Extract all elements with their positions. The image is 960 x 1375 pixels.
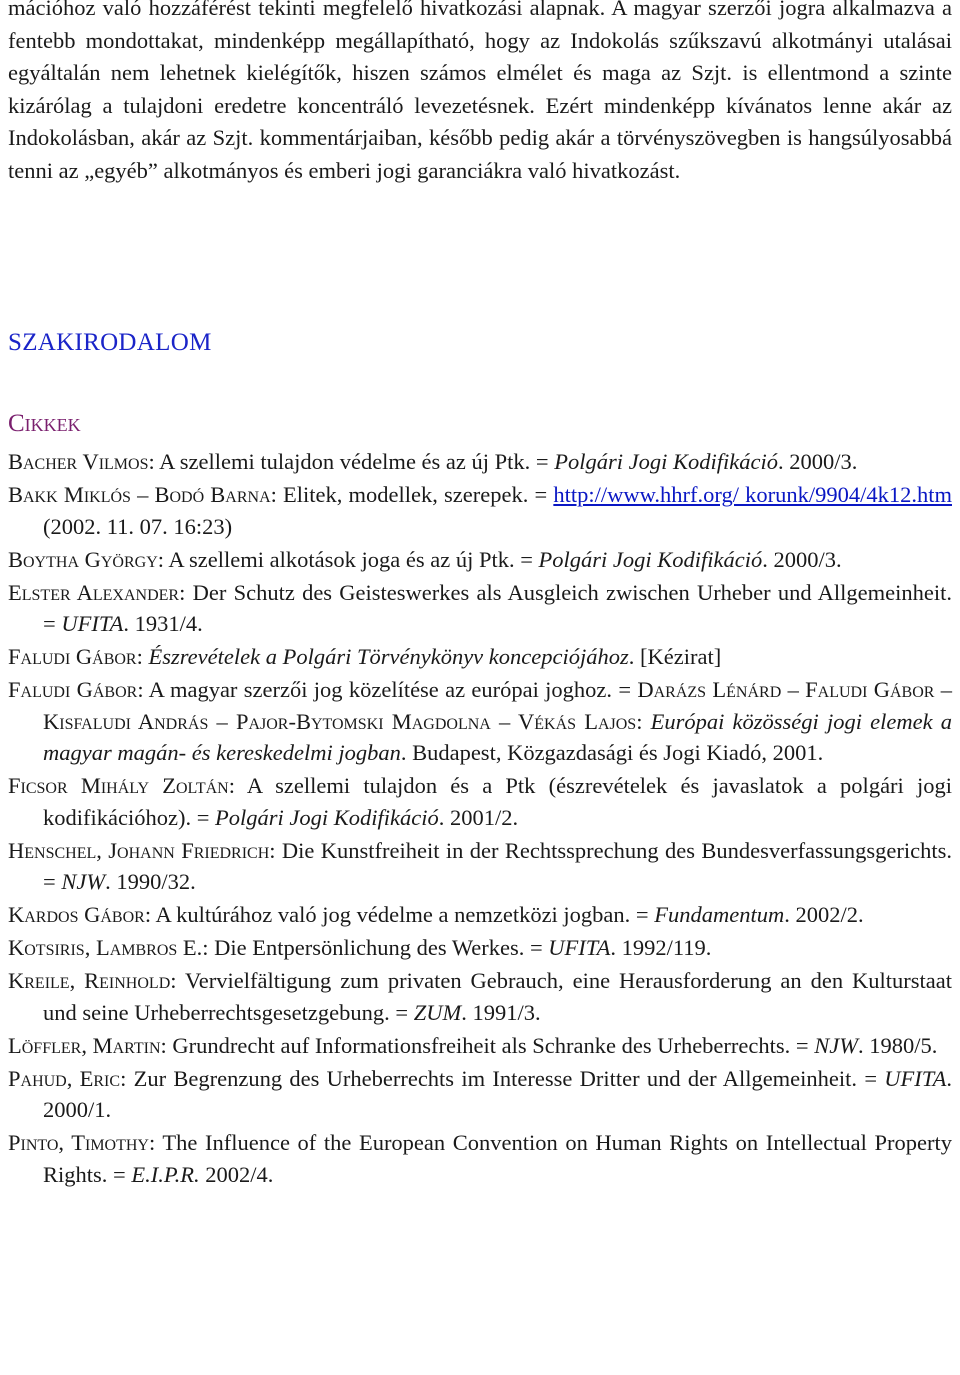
reference-text: : xyxy=(636,708,651,734)
reference-entry xyxy=(8,577,952,640)
reference-text: : A magyar szerzői jog közelítése az európai joghoz. = xyxy=(137,677,638,702)
reference-author: Darázs Lénárd – Faludi Gábor – Kisfaludi András – Pajor-Bytomski Magdolna – Vékás Lajos xyxy=(43,677,952,734)
reference-entry xyxy=(8,641,952,673)
reference-entry xyxy=(8,899,952,931)
reference-author: Kardos Gábor xyxy=(8,902,145,927)
reference-entry xyxy=(8,770,952,833)
reference-author: Löffler, Martin xyxy=(8,1032,161,1058)
reference-text: : The Influence of the European Convention on Human Rights on Intellectual Property Rights. = xyxy=(43,1130,952,1187)
reference-text: : Vervielfältigung zum privaten Gebrauch, eine Herausforderung an den Kulturstaat und seine Urheberrechtsgesetzgebung. = xyxy=(43,968,952,1025)
reference-title: Polgári Jogi Kodifikáció xyxy=(538,546,763,572)
reference-text: . 2000/1. xyxy=(43,1065,952,1122)
reference-text: : A szellemi tulajdon és a Ptk (észrevételek és javaslatok a polgári jogi kodifikációhoz). = xyxy=(43,773,953,830)
reference-entry xyxy=(8,1127,952,1190)
reference-entry xyxy=(8,1063,952,1126)
reference-text: . 2001/2. xyxy=(438,804,519,830)
reference-title: Polgári Jogi Kodifikáció xyxy=(554,449,778,474)
reference-text: : A kultúrához való jog védelme a nemzetközi jogban. = xyxy=(144,902,655,927)
intro-paragraph: mációhoz való hozzáférést tekinti megfelelő hivatkozási alapnak. A magyar szerzői jogra alkalmazva a fentebb mondottakat, mindenképp megállapítható, hogy az Indokolás szűkszavú alkotmányi utalásai egyáltalán nem lehetnek kielégítők, hiszen számos elmélet és maga az Szjt. is ellentmond a szinte kizárólag a tulajdoni eredetre koncentráló levezetésnek. Ezért mindenképp kívánatos lenne akár az Indokolásban, akár az Szjt. kommentárjaiban, később pedig akár a törvényszövegben is hangsúlyosabbá tenni az „egyéb” alkotmányos és emberi jogi garanciákra való hivatkozást. xyxy=(8,0,952,183)
reference-title: UFITA xyxy=(884,1065,947,1091)
reference-list xyxy=(8,446,952,1192)
reference-text: : A szellemi tulajdon védelme és az új Ptk. = xyxy=(148,449,555,474)
reference-author: Bacher Vilmos xyxy=(8,449,149,474)
reference-author: Boytha György xyxy=(8,546,158,572)
reference-author: Faludi Gábor xyxy=(8,677,138,702)
reference-entry xyxy=(8,479,952,542)
reference-title: Fundamentum xyxy=(654,902,785,927)
reference-text: . 1991/3. xyxy=(461,999,541,1025)
reference-text: . 2000/3. xyxy=(762,546,842,572)
reference-entry xyxy=(8,835,952,898)
reference-text: : xyxy=(136,644,149,669)
reference-title: UFITA xyxy=(61,611,124,636)
reference-text: . 2000/3. xyxy=(777,449,858,474)
reference-text: : Der Schutz des Geisteswerkes als Ausgleich zwischen Urheber und Allgemeinheit. = xyxy=(43,579,952,636)
reference-title: ZUM xyxy=(413,999,462,1025)
reference-author: Kotsiris, Lambros E. xyxy=(8,935,203,960)
reference-entry xyxy=(8,446,952,478)
reference-title: Észrevételek a Polgári Törvénykönyv koncepciójához xyxy=(148,644,629,669)
reference-entry xyxy=(8,932,952,964)
reference-text: : A szellemi alkotások joga és az új Ptk. = xyxy=(157,546,539,572)
reference-link[interactable]: http://www.hhrf.org/ korunk/9904/4k12.htm xyxy=(553,482,952,507)
reference-text: (2002. 11. 07. 16:23) xyxy=(43,513,233,539)
reference-text: . 1990/32. xyxy=(105,869,196,894)
reference-entry xyxy=(8,544,952,576)
reference-entry xyxy=(8,1030,952,1062)
reference-author: Faludi Gábor xyxy=(8,644,137,669)
reference-text: : Elitek, modellek, szerepek. = xyxy=(270,482,554,507)
reference-text: . 1980/5. xyxy=(857,1032,938,1058)
reference-text: : Grundrecht auf Informationsfreiheit als Schranke des Urheberrechts. = xyxy=(160,1032,815,1058)
reference-text: . 1931/4. xyxy=(123,611,203,636)
reference-text: : Die Entpersönlichung des Werkes. = xyxy=(202,935,549,960)
reference-title: Polgári Jogi Kodifikáció xyxy=(215,804,439,830)
reference-author: Pahud, Eric xyxy=(8,1065,121,1091)
reference-author: Bakk Miklós – Bodó Barna xyxy=(8,482,271,507)
reference-title: Európai közösségi jogi elemek a magyar magán- és kereskedelmi jogban xyxy=(43,708,952,765)
reference-text: : Die Kunstfreiheit in der Rechtssprechung des Bundesverfassungsgerichts. = xyxy=(43,837,952,894)
reference-author: Pinto, Timothy xyxy=(8,1130,149,1155)
reference-text: 2002/4. xyxy=(199,1161,274,1187)
section-heading: SZAKIRODALOM xyxy=(8,329,212,356)
subsection-heading: Cikkek xyxy=(8,410,81,437)
reference-author: Kreile, Reinhold xyxy=(8,968,171,993)
reference-author: Ficsor Mihály Zoltán xyxy=(8,773,229,798)
reference-entry xyxy=(8,674,952,769)
reference-text: . Budapest, Közgazdasági és Jogi Kiadó, 2001. xyxy=(400,740,824,765)
reference-text: . 2002/2. xyxy=(784,902,864,927)
reference-title: E.I.P.R. xyxy=(131,1161,200,1187)
reference-title: NJW xyxy=(61,869,106,894)
reference-title: UFITA xyxy=(548,935,611,960)
reference-text: . [Kézirat] xyxy=(628,644,722,669)
reference-text: : Zur Begrenzung des Urheberrechts im Interesse Dritter und der Allgemeinheit. = xyxy=(120,1065,885,1091)
reference-author: Elster Alexander xyxy=(8,579,180,605)
reference-text: . 1992/119. xyxy=(610,935,712,960)
reference-entry xyxy=(8,965,952,1028)
reference-author: Henschel, Johann Friedrich xyxy=(8,837,270,863)
reference-title: NJW xyxy=(814,1032,858,1058)
